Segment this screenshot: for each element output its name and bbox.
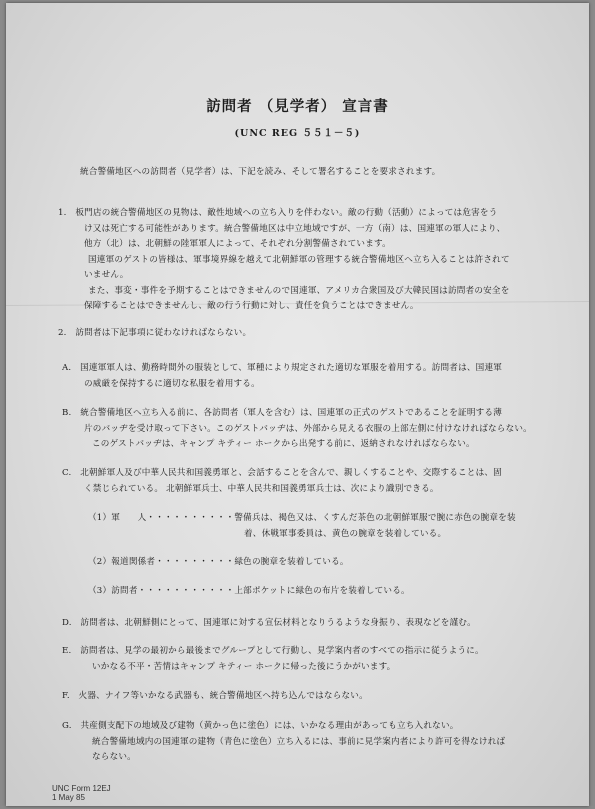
section-1-line: いません。 xyxy=(84,270,129,280)
rule-c-line: く禁じられている。 北朝鮮軍兵士、中華人民共和国義勇軍兵士は、次により識別できる。 xyxy=(84,483,439,494)
rule-d: D. 訪問者は、北朝鮮側にとって、国連軍に対する宣伝材料となりうるような身振り、表現などを謹む。 xyxy=(62,618,476,628)
rule-b xyxy=(62,406,532,453)
section-1-line: 国連軍のゲストの皆様は、軍事境界線を越えて北朝鮮軍の管理する統合警備地区へ立ち入ることは許されて xyxy=(88,254,510,265)
form-date: 1 May 85 xyxy=(52,793,85,802)
identification-soldiers: （1）軍 人・・・・・・・・・・警備兵は、褐色又は、くすんだ茶色の北朝鮮軍服で腕に赤色の腕章を装 xyxy=(88,513,516,523)
form-number: UNC Form 12EJ xyxy=(52,784,111,793)
rule-b-line: 片のバッヂを受け取って下さい。このゲストバッヂは、外部から見える衣服の上部左側に付けなければならない。 xyxy=(84,423,532,434)
regulation-number: (UNC REG ５５１－５) xyxy=(234,128,361,139)
rule-g-line: ならない。 xyxy=(92,752,136,762)
rule-e xyxy=(62,644,484,675)
rule-g xyxy=(62,719,505,766)
intro-paragraph: 統合警備地区への訪問者（見学者）は、下記を読み、そして署名することを要求されます。 xyxy=(80,167,441,177)
rule-e-line: E. 訪問者は、見学の最初から最後までグループとして行動し、見学案内者のすべての指示に従うように。 xyxy=(62,646,484,656)
rule-e-line: いかなる不平・苦情はキャンプ キティー ホークに帰った後にうかがいます。 xyxy=(92,661,396,672)
section-1-line: また、事変・事件を予期することはできませんので国連軍、アメリカ合衆国及び大韓民国は訪問者の安全を xyxy=(88,285,510,296)
section-1-line: け又は死亡する可能性があります。統合警備地区は中立地域ですが、一方（南）は、国連軍の軍人により、 xyxy=(84,223,506,234)
identification-press: （2）報道関係者・・・・・・・・・緑色の腕章を装着している。 xyxy=(88,557,349,567)
section-1-line: 保障することはできませんし、敵の行う行動に対し、責任を負うことはできません。 xyxy=(84,301,419,311)
rule-a-line: の威厳を保持するに適切な私服を着用する。 xyxy=(84,378,260,389)
section-1-line: 1. 板門店の統合警備地区の見物は、敵性地域への立ち入りを伴わない。敵の行動（活動）によっては危害をう xyxy=(58,208,498,218)
rule-a-line: A. 国連軍軍人は、勤務時間外の服装として、軍種により規定された適切な軍服を着用する。訪問者は、国連軍 xyxy=(62,363,503,373)
section-1-line: 他方（北）は、北朝鮮の陸軍軍人によって、それぞれ分割警備されています。 xyxy=(84,239,391,249)
rule-c xyxy=(62,466,502,497)
rule-b-line: このゲストバッヂは、キャンプ キティー ホークから出発する前に、返納されなければならない。 xyxy=(92,439,475,449)
rule-g-line: 統合警備地域内の国連軍の建物（青色に塗色）立ち入るには、事前に見学案内者により許可を得なければ xyxy=(92,736,506,747)
section-1 xyxy=(58,206,510,315)
form-footer xyxy=(52,784,111,802)
rule-b-line: B. 統合警備地区へ立ち入る前に、各訪問者（軍人を含む）は、国連軍の正式のゲストであることを証明する薄 xyxy=(62,408,502,418)
identification-visitors: （3）訪問者・・・・・・・・・・・上部ポケットに緑色の布片を装着している。 xyxy=(88,586,410,596)
rule-a xyxy=(62,361,502,392)
identification-soldiers-cont: 着、休戦軍事委員は、黄色の腕章を装着している。 xyxy=(244,528,447,539)
document-title: 訪問者 （見学者） 宣言書 xyxy=(206,98,389,115)
rule-f: F. 火器、ナイフ等いかなる武器も、統合警備地区へ持ち込んではならない。 xyxy=(62,691,368,701)
document-page xyxy=(6,3,589,806)
rule-c-item-1 xyxy=(88,511,516,542)
section-2-heading: 2. 訪問者は下記事項に従わなければならない。 xyxy=(58,328,252,338)
rule-c-line: C. 北朝鮮軍人及び中華人民共和国義勇軍と、会話することを含んで、親しくすることや、交際することは、固 xyxy=(62,468,502,478)
rule-g-line: G. 共産側支配下の地域及び建物（黄かっ色に塗色）には、いかなる理由があっても立ち入れない。 xyxy=(62,721,459,731)
